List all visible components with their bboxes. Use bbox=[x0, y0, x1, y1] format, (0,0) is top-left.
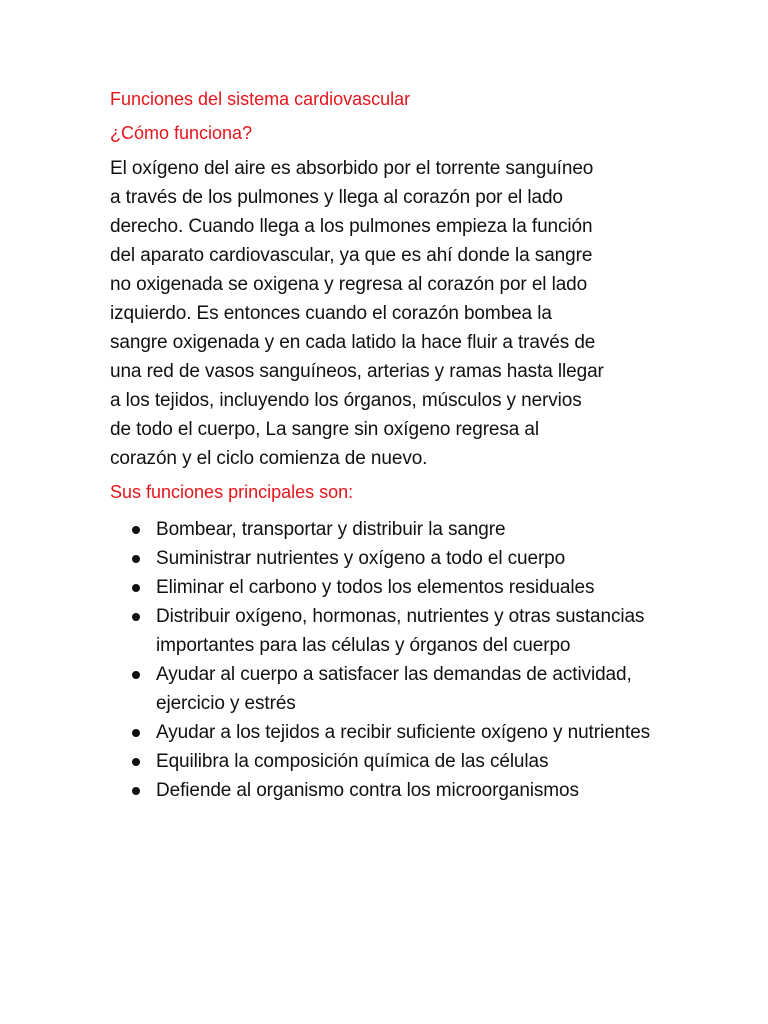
list-item bbox=[110, 747, 680, 776]
list-item bbox=[110, 573, 680, 602]
functions-list bbox=[110, 515, 680, 805]
paragraph-line: de todo el cuerpo, La sangre sin oxígeno regresa al bbox=[110, 419, 540, 440]
paragraph-line: izquierdo. Es entonces cuando el corazón bombea la bbox=[110, 303, 552, 324]
list-item-text: Distribuir oxígeno, hormonas, nutrientes y otras sustancias importantes para las células y órganos del cuerpo bbox=[156, 606, 645, 656]
list-item-text: Ayudar al cuerpo a satisfacer las demandas de actividad, ejercicio y estrés bbox=[156, 664, 632, 714]
document-page bbox=[110, 86, 680, 805]
paragraph-line: sangre oxigenada y en cada latido la hace fluir a través de bbox=[110, 332, 596, 353]
list-item bbox=[110, 515, 680, 544]
bullet-icon bbox=[132, 613, 140, 621]
bullet-icon bbox=[132, 526, 140, 534]
paragraph-line: a los tejidos, incluyendo los órganos, músculos y nervios bbox=[110, 390, 582, 411]
list-item-text: Eliminar el carbono y todos los elementos residuales bbox=[156, 577, 595, 598]
list-item-text: Equilibra la composición química de las células bbox=[156, 751, 549, 772]
list-item-text: Suministrar nutrientes y oxígeno a todo el cuerpo bbox=[156, 548, 566, 569]
bullet-icon bbox=[132, 584, 140, 592]
section-heading-how-it-works: ¿Cómo funciona? bbox=[110, 123, 253, 143]
body-paragraph bbox=[110, 154, 680, 473]
list-item-text: Ayudar a los tejidos a recibir suficiente oxígeno y nutrientes bbox=[156, 722, 651, 743]
section-heading-main-functions: Sus funciones principales son: bbox=[110, 482, 354, 502]
list-item bbox=[110, 718, 680, 747]
paragraph-line: una red de vasos sanguíneos, arterias y ramas hasta llegar bbox=[110, 361, 604, 382]
paragraph-line: no oxigenada se oxigena y regresa al corazón por el lado bbox=[110, 274, 588, 295]
list-item-text: Bombear, transportar y distribuir la sangre bbox=[156, 519, 506, 540]
paragraph-line: del aparato cardiovascular, ya que es ahí donde la sangre bbox=[110, 245, 593, 266]
bullet-icon bbox=[132, 758, 140, 766]
list-item bbox=[110, 544, 680, 573]
bullet-icon bbox=[132, 787, 140, 795]
list-item-text: Defiende al organismo contra los microorganismos bbox=[156, 780, 579, 801]
bullet-icon bbox=[132, 555, 140, 563]
document-title: Funciones del sistema cardiovascular bbox=[110, 89, 411, 109]
paragraph-line: corazón y el ciclo comienza de nuevo. bbox=[110, 448, 428, 469]
paragraph-line: derecho. Cuando llega a los pulmones empieza la función bbox=[110, 216, 593, 237]
list-item bbox=[110, 776, 680, 805]
paragraph-line: El oxígeno del aire es absorbido por el torrente sanguíneo bbox=[110, 158, 594, 179]
bullet-icon bbox=[132, 729, 140, 737]
list-item bbox=[110, 602, 680, 660]
bullet-icon bbox=[132, 671, 140, 679]
list-item bbox=[110, 660, 680, 718]
paragraph-line: a través de los pulmones y llega al corazón por el lado bbox=[110, 187, 563, 208]
